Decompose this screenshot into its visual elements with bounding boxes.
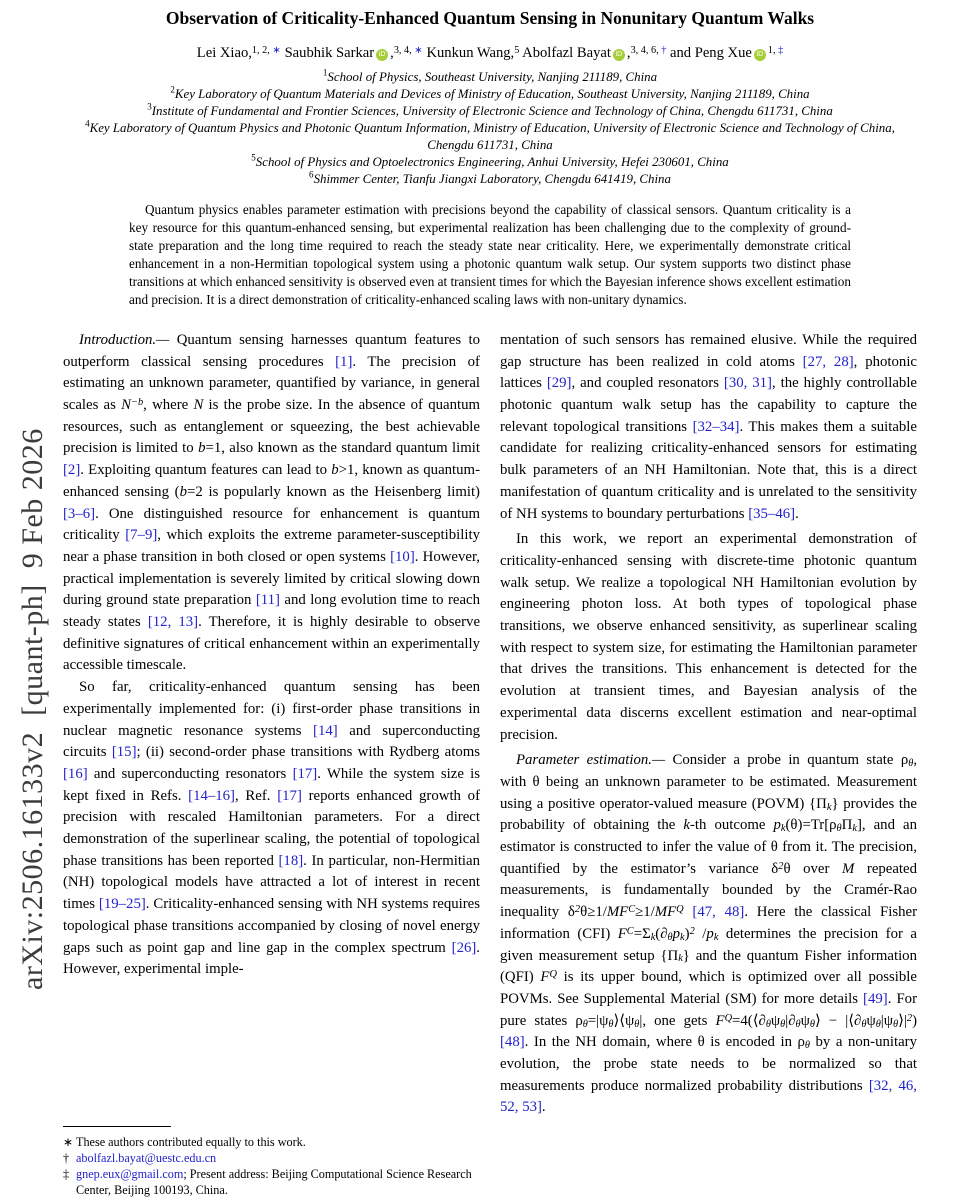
- text-run: . The precision of estimating an unknown parameter, quantified by variance, in general scales as: [63, 353, 480, 413]
- text-run: ⟩ − |⟨∂: [815, 1012, 862, 1029]
- text-run: >1, known as quantum-enhanced sensing (: [63, 462, 480, 500]
- text-run: θ: [780, 1018, 786, 1030]
- text-run: So far, criticality-enhanced quantum sensing has been experimentally implemented for: (i) first-order phase transitions in nuclear magnetic resonance systems: [63, 679, 480, 739]
- text-run: , Ref.: [235, 787, 278, 804]
- text-run: θ: [875, 1018, 881, 1030]
- text-run: ): [912, 1012, 917, 1029]
- affiliation-number: 5: [251, 152, 256, 163]
- text-run: ψ: [770, 1012, 781, 1029]
- text-run: . However, practical implementation is severely limited by critical slowing down during ground state preparation: [63, 548, 480, 609]
- text-run: . Therefore, it is highly desirable to observe definitive signatures of critical enhancement within an experimentally accessible timescale.: [63, 614, 481, 674]
- text-run: . This makes them a suitable candidate for realizing criticality-enhanced sensors for estimating bulk parameters of an NH Hamiltonian. Note that, this is a direct manifestation of quantum criticality and is unrelated to the sensitivity of NH systems to boundary perturbations: [500, 418, 917, 522]
- citation-link[interactable]: [29]: [546, 375, 572, 392]
- affiliation-number: 6: [309, 169, 314, 180]
- text-run: 2: [689, 925, 695, 937]
- text-run: =2 is popularly known as the Heisenberg limit): [187, 483, 480, 500]
- text-run: k: [826, 801, 832, 813]
- citation-link[interactable]: [7–9]: [125, 527, 158, 544]
- affiliation-line: [63, 69, 917, 86]
- citation-link[interactable]: [14]: [313, 722, 338, 739]
- text-run: . While the system size is kept fixed in Refs.: [63, 765, 481, 804]
- left-column: [63, 330, 480, 1119]
- citation-link[interactable]: [47, 48]: [692, 904, 745, 921]
- affiliation-number: 2: [170, 84, 175, 95]
- two-column-body: [63, 330, 917, 1119]
- text-run: b: [198, 440, 206, 457]
- text-run: -th outcome: [690, 817, 774, 834]
- text-run: 1, 2,: [251, 45, 273, 56]
- footnote-rule: [63, 1126, 171, 1127]
- text-run: by a non-unitary evolution, the probe state needs to be normalized so that measurements produce normalized probability distributions: [500, 1034, 917, 1094]
- text-run: . For pure states ρ: [500, 990, 917, 1029]
- text-run: ⟩⟨ψ: [613, 1012, 635, 1029]
- affiliation-line: [63, 120, 917, 154]
- text-run: ): [684, 925, 690, 942]
- text-run: and long evolution time to reach steady states: [63, 592, 480, 631]
- text-run: . In the NH domain, where θ is encoded in ρ: [524, 1034, 805, 1051]
- text-run: (θ)=Tr[ρ: [785, 817, 837, 834]
- text-run: θ: [765, 1018, 771, 1030]
- text-run: k: [683, 817, 690, 834]
- text-run: θ: [836, 823, 842, 835]
- text-run: Q: [724, 1012, 733, 1024]
- text-run: θ: [804, 1040, 810, 1052]
- footnote: [63, 1166, 480, 1198]
- citation-link[interactable]: [16]: [63, 765, 88, 782]
- text-run: θ: [582, 1018, 588, 1030]
- citation-link[interactable]: [32, 46, 52, 53]: [500, 1077, 917, 1116]
- text-run: ⟩|: [898, 1012, 907, 1029]
- text-run: θ: [667, 931, 673, 943]
- text-run: Π: [841, 817, 853, 834]
- citation-link[interactable]: [2]: [63, 462, 81, 479]
- text-run: θ: [795, 1018, 801, 1030]
- text-run: θ: [893, 1018, 899, 1030]
- text-run: k: [650, 931, 656, 943]
- affiliation-line: [63, 103, 917, 120]
- citation-link[interactable]: [35–46]: [748, 505, 796, 522]
- citation-link[interactable]: [11]: [255, 592, 280, 609]
- text-run: is the probe size. In the absence of quantum resources, such as entanglement or squeezing, the best achievable precision is limited to: [63, 396, 480, 457]
- affiliation-line: [63, 86, 917, 103]
- text-run: F: [540, 969, 550, 986]
- citation-link[interactable]: [10]: [390, 548, 415, 565]
- text-run: Q: [549, 969, 557, 981]
- text-run: . However, experimental imple-: [63, 939, 480, 978]
- text-run: 3, 4,: [393, 45, 415, 56]
- text-run: ; (ii) second-order phase transitions with Rydberg atoms: [136, 744, 480, 761]
- footnote: [63, 1134, 480, 1150]
- text-run: reports enhanced growth of precision with rescaled Hamiltonian parameters. For a direct demonstration of the superlinear scaling, the potential of topological phase transitions has been reported: [63, 787, 481, 869]
- text-run: } and the quantum Fisher information (QFI): [500, 947, 917, 986]
- text-run: , photonic lattices: [500, 353, 917, 392]
- text-run: −b: [130, 397, 144, 409]
- affiliation-number: 4: [85, 118, 90, 129]
- text-run: ψ: [800, 1012, 810, 1029]
- footnote-text: [76, 1167, 472, 1197]
- text-run: 2: [906, 1012, 913, 1024]
- text-run: . Exploiting quantum features can lead to: [80, 462, 332, 479]
- text-run: /: [694, 925, 707, 942]
- text-run: (∂: [655, 925, 668, 942]
- footnote-marker-link[interactable]: †: [661, 45, 667, 56]
- citation-link[interactable]: [49]: [863, 990, 888, 1007]
- orcid-icon[interactable]: iD: [754, 49, 766, 61]
- abstract: Quantum physics enables parameter estimation with precisions beyond the capability of classical sensors. Quantum criticality is a key resource for this quantum-enhanced sensing, but experimental realization has been challenging due to the complexity of ground-state preparation and the long time required to reach the steady state near criticality. Here, we experimentally demonstrate critical enhancement in a non-Hermitian topological system using a photonic quantum walk setup. Our system supports two distinct phase transitions at which enhanced sensitivity is observed even at transient times for which the Bayesian inference shows excellent estimation and precision. It is a direct demonstration of criticality-enhanced scaling laws with non-unitary dynamics.: [129, 201, 851, 307]
- paragraph-prior-work: [63, 677, 480, 981]
- text-run: θ: [908, 758, 914, 770]
- text-run: , which exploits the extreme parameter-susceptibility near a phase transition in both closed or open systems: [63, 527, 480, 565]
- paragraph-introduction: [63, 330, 480, 677]
- text-run: 2: [778, 860, 784, 872]
- text-run: Quantum sensing harnesses quantum features to outperform classical sensing procedures: [63, 331, 480, 370]
- text-run: p: [773, 817, 781, 834]
- orcid-icon[interactable]: iD: [613, 49, 625, 61]
- text-run: =Σ: [633, 925, 651, 942]
- text-run: mentation of such sensors has remained elusive. While the required gap structure has been realized in cold atoms: [500, 331, 917, 370]
- text-run: , the highly controllable photonic quantum walk setup has the capability to capture the relevant topological transitions: [500, 375, 917, 435]
- text-run: k: [713, 931, 719, 943]
- affiliation-text: Shimmer Center, Tianfu Jiangxi Laboratory, Chengdu 641419, China: [313, 171, 671, 186]
- text-run: N: [121, 396, 131, 413]
- citation-link[interactable]: [12, 13]: [147, 614, 199, 631]
- text-run: and Peng Xue: [666, 44, 752, 61]
- citation-link[interactable]: [19–25]: [98, 896, 146, 913]
- paper-title: Observation of Criticality-Enhanced Quantum Sensing in Nonunitary Quantum Walks: [165, 8, 815, 28]
- text-run: MF: [606, 904, 629, 921]
- footnote-symbol: ∗: [63, 1135, 74, 1149]
- text-run: C: [628, 904, 636, 916]
- affiliation-number: 1: [322, 67, 328, 78]
- text-run: and superconducting circuits: [63, 722, 480, 761]
- text-run: b: [331, 462, 339, 479]
- affiliation-line: [63, 154, 917, 171]
- text-run: 3, 4, 6,: [630, 45, 662, 56]
- footnote-symbol: †: [63, 1151, 70, 1165]
- orcid-icon[interactable]: iD: [376, 49, 388, 61]
- affiliation-text: School of Physics, Southeast University, Nanjing 211189, China: [327, 69, 658, 84]
- paragraph-this-work: [500, 529, 917, 746]
- text-run: Abolfazl Bayat: [519, 44, 611, 61]
- citation-link[interactable]: [26]: [451, 939, 477, 956]
- footnote: [63, 1150, 480, 1166]
- text-run: . Here the classical Fisher information (CFI): [500, 904, 917, 942]
- text-run: MF: [654, 904, 677, 921]
- text-run: repeated measurements, is fundamentally bounded by the Cramér-Rao inequality δ: [500, 860, 918, 921]
- right-column: [500, 330, 917, 1119]
- text-run: F: [617, 925, 627, 942]
- text-run: |, one gets: [639, 1012, 716, 1029]
- text-run: .: [541, 1099, 546, 1116]
- text-run: and superconducting resonators: [87, 765, 293, 782]
- paragraph-parameter-estimation: [500, 750, 917, 1119]
- text-run: 5: [514, 45, 520, 56]
- text-run: k: [852, 823, 857, 835]
- email-link[interactable]: abolfazl.bayat@uestc.edu.cn: [76, 1151, 217, 1165]
- citation-link[interactable]: [1]: [335, 353, 353, 370]
- text-run: M: [842, 860, 855, 877]
- text-run: ,: [626, 44, 631, 61]
- text-run: . Criticality-enhanced sensing with NH systems requires topological phase transitions accompanied by closing of novel energy gaps such as point gap and line gap in the complex spectrum: [63, 896, 480, 956]
- text-run: , where: [143, 396, 194, 413]
- citation-link[interactable]: [32–34]: [692, 418, 740, 435]
- text-run: These authors contributed equally to this work.: [76, 1135, 306, 1149]
- text-run: |ψ: [880, 1012, 894, 1029]
- affiliation-line: [63, 171, 917, 188]
- footnote-symbol: ‡: [63, 1167, 70, 1181]
- text-run: k: [780, 823, 786, 835]
- text-run: θ: [608, 1018, 614, 1030]
- text-run: , with θ being an unknown parameter to be estimated. Measurement using a positive operator-valued measure (POVM) {Π: [500, 752, 918, 812]
- text-run: 2: [574, 904, 581, 916]
- author-line: [63, 45, 917, 62]
- text-run: 1,: [767, 45, 779, 56]
- affiliation-text: Key Laboratory of Quantum Physics and Photonic Quantum Information, Ministry of Education, University of Electronic Science and Technology of China, Chengdu 611731, China: [89, 120, 895, 152]
- text-run: θ over: [783, 860, 842, 877]
- affiliation-list: [63, 69, 917, 188]
- footnote-marker-link[interactable]: ∗: [272, 45, 281, 56]
- text-run: p: [706, 925, 714, 942]
- citation-link[interactable]: [30, 31]: [723, 375, 772, 392]
- text-run: p: [672, 925, 681, 942]
- text-run: , and coupled resonators: [571, 375, 724, 392]
- text-run: } provides the probability of obtaining the: [500, 795, 917, 834]
- text-run: In this work, we report an experimental demonstration of criticality-enhanced sensing with discrete-time photonic quantum walk setup. We realize a topological NH Hamiltonian evolution by engineering photon loss. At both types of topological phase transitions, we observe enhanced sensitivity, as superlinear scaling with respect to system size, for estimating the Hamiltonian parameter that drives the transitions. This enhancement is detected for the evolution at transient times, and Bayesian analysis of the experimental data discerns excellent estimation and near-optimal precision.: [500, 531, 917, 743]
- text-run: b: [179, 483, 188, 500]
- text-run: Parameter estimation.—: [516, 752, 666, 769]
- text-run: θ: [809, 1018, 815, 1030]
- text-run: determines the precision for a given measurement setup {Π: [500, 925, 917, 964]
- text-run: |∂: [785, 1012, 796, 1029]
- text-run: Q: [676, 904, 684, 916]
- text-run: Lei Xiao,: [196, 44, 252, 61]
- footnote-marker-link[interactable]: ‡: [778, 45, 784, 56]
- text-run: k: [678, 953, 683, 965]
- citation-link[interactable]: [48]: [500, 1034, 525, 1051]
- citation-link[interactable]: [27, 28]: [802, 353, 854, 370]
- text-run: ≥1/: [635, 904, 655, 921]
- affiliation-text: School of Physics and Optoelectronics Engineering, Anhui University, Hefei 230601, China: [255, 154, 729, 169]
- text-run: is its upper bound, which is optimized over all possible POVMs. See Supplemental Material (SM) for more details: [500, 969, 917, 1007]
- text-run: ψ: [866, 1012, 876, 1029]
- email-link[interactable]: gnep.eux@gmail.com: [76, 1167, 184, 1181]
- paper-header: [63, 8, 917, 309]
- footnote-text: [76, 1135, 306, 1149]
- text-run: Saubhik Sarkar: [280, 44, 375, 61]
- paragraph-continuation: [500, 330, 917, 525]
- text-run: ], and an estimator is constructed to infer the value of θ from it. The precision, quantified by the estimator’s variance δ: [500, 817, 917, 877]
- text-run: =|ψ: [587, 1012, 609, 1029]
- text-run: Kunkun Wang,: [422, 44, 515, 61]
- text-run: θ: [861, 1018, 867, 1030]
- text-run: .: [795, 505, 799, 522]
- citation-link[interactable]: [17]: [277, 787, 302, 804]
- affiliation-text: Institute of Fundamental and Frontier Sciences, University of Electronic Science and Technology of China, Chengdu 611731, China: [151, 103, 833, 118]
- text-run: =1, also known as the standard quantum limit: [205, 440, 480, 457]
- text-run: θ: [634, 1018, 640, 1030]
- affiliation-text: Key Laboratory of Quantum Materials and Devices of Ministry of Education, Southeast University, Nanjing 211189, China: [174, 86, 810, 101]
- text-run: θ≥1/: [580, 904, 607, 921]
- text-run: . One distinguished resource for enhancement is quantum criticality: [63, 505, 480, 544]
- text-run: ,: [390, 44, 394, 61]
- arxiv-watermark: arXiv:2506.16133v2 [quant-ph] 9 Feb 2026: [16, 428, 49, 990]
- footnote-block: [63, 1126, 480, 1198]
- footnote-text: [76, 1151, 216, 1165]
- text-run: Consider a probe in quantum state ρ: [665, 752, 909, 769]
- citation-link[interactable]: [18]: [278, 852, 304, 869]
- affiliation-number: 3: [147, 101, 152, 112]
- citation-link[interactable]: [17]: [292, 765, 318, 782]
- text-run: N: [193, 396, 204, 413]
- text-run: F: [715, 1012, 725, 1029]
- text-run: ; Present address: Beijing Computational Science Research Center, Beijing 100193, China.: [76, 1167, 472, 1197]
- citation-link[interactable]: [15]: [111, 744, 137, 761]
- text-run: Introduction.—: [79, 331, 170, 348]
- text-run: C: [626, 925, 634, 937]
- citation-link[interactable]: [3–6]: [63, 505, 96, 522]
- citation-link[interactable]: [14–16]: [188, 787, 235, 804]
- footnote-marker-link[interactable]: ∗: [414, 45, 423, 56]
- text-run: . In particular, non-Hermitian (NH) topological models have attracted a lot of interest in recent times: [63, 852, 481, 913]
- text-run: k: [680, 931, 685, 943]
- text-run: =4(⟨∂: [732, 1012, 766, 1029]
